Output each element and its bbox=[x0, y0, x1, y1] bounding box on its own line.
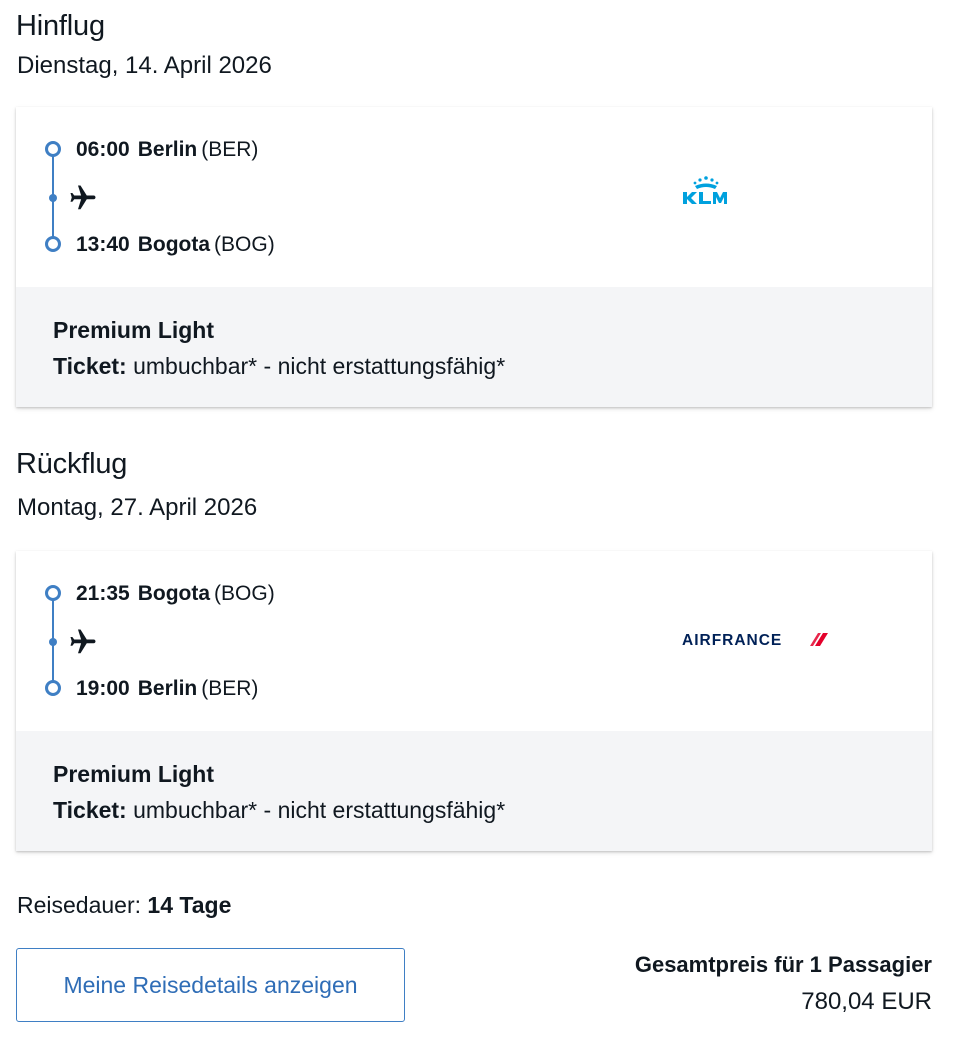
arrival-time: 13:40 bbox=[76, 233, 130, 256]
departure-time: 06:00 bbox=[76, 138, 130, 161]
departure-code: (BER) bbox=[201, 138, 259, 161]
outbound-arrival bbox=[76, 233, 275, 257]
timeline-dot-icon bbox=[49, 638, 57, 646]
outbound-date: Dienstag, 14. April 2026 bbox=[17, 52, 272, 79]
departure-time: 21:35 bbox=[76, 582, 130, 605]
outbound-flight-card bbox=[16, 107, 932, 407]
return-date: Montag, 27. April 2026 bbox=[17, 494, 258, 521]
plane-icon bbox=[68, 627, 98, 657]
arrival-marker-icon bbox=[45, 236, 61, 252]
total-price-value: 780,04 EUR bbox=[801, 988, 932, 1015]
outbound-title: Hinflug bbox=[16, 10, 105, 42]
airfrance-logo-icon bbox=[682, 629, 830, 649]
arrival-code: (BOG) bbox=[214, 233, 275, 256]
outbound-departure bbox=[76, 138, 258, 162]
ticket-conditions bbox=[53, 353, 505, 380]
departure-marker-icon bbox=[45, 141, 61, 157]
return-flight-card bbox=[16, 551, 932, 851]
timeline-dot-icon bbox=[49, 194, 57, 202]
ticket-label: Ticket: bbox=[53, 353, 127, 379]
klm-logo-icon bbox=[680, 175, 732, 207]
return-fare-panel bbox=[16, 731, 932, 851]
ticket-label: Ticket: bbox=[53, 797, 127, 823]
ticket-text: umbuchbar* - nicht erstattungsfähig* bbox=[133, 353, 506, 379]
fare-name: Premium Light bbox=[53, 317, 215, 343]
plane-icon bbox=[68, 183, 98, 213]
show-trip-details-button[interactable]: Meine Reisedetails anzeigen bbox=[16, 948, 405, 1022]
departure-code: (BOG) bbox=[214, 582, 275, 605]
return-departure bbox=[76, 582, 275, 606]
duration-value: 14 Tage bbox=[147, 892, 232, 918]
return-arrival bbox=[76, 677, 258, 701]
departure-marker-icon bbox=[45, 585, 61, 601]
outbound-fare-panel bbox=[16, 287, 932, 407]
airline-name: AIRFRANCE bbox=[682, 632, 783, 649]
fare-name: Premium Light bbox=[53, 761, 215, 787]
ticket-text: umbuchbar* - nicht erstattungsfähig* bbox=[133, 797, 506, 823]
arrival-marker-icon bbox=[45, 680, 61, 696]
return-title: Rückflug bbox=[16, 448, 128, 480]
arrival-city: Berlin bbox=[137, 677, 198, 700]
ticket-conditions bbox=[53, 797, 505, 824]
outbound-itinerary bbox=[16, 107, 932, 287]
arrival-city: Bogota bbox=[137, 233, 211, 256]
duration-label: Reisedauer: bbox=[17, 892, 142, 918]
arrival-time: 19:00 bbox=[76, 677, 130, 700]
total-price-label: Gesamtpreis für 1 Passagier bbox=[634, 952, 932, 977]
trip-duration bbox=[17, 892, 231, 919]
departure-city: Berlin bbox=[137, 138, 198, 161]
arrival-code: (BER) bbox=[201, 677, 259, 700]
return-itinerary bbox=[16, 551, 932, 731]
departure-city: Bogota bbox=[137, 582, 211, 605]
